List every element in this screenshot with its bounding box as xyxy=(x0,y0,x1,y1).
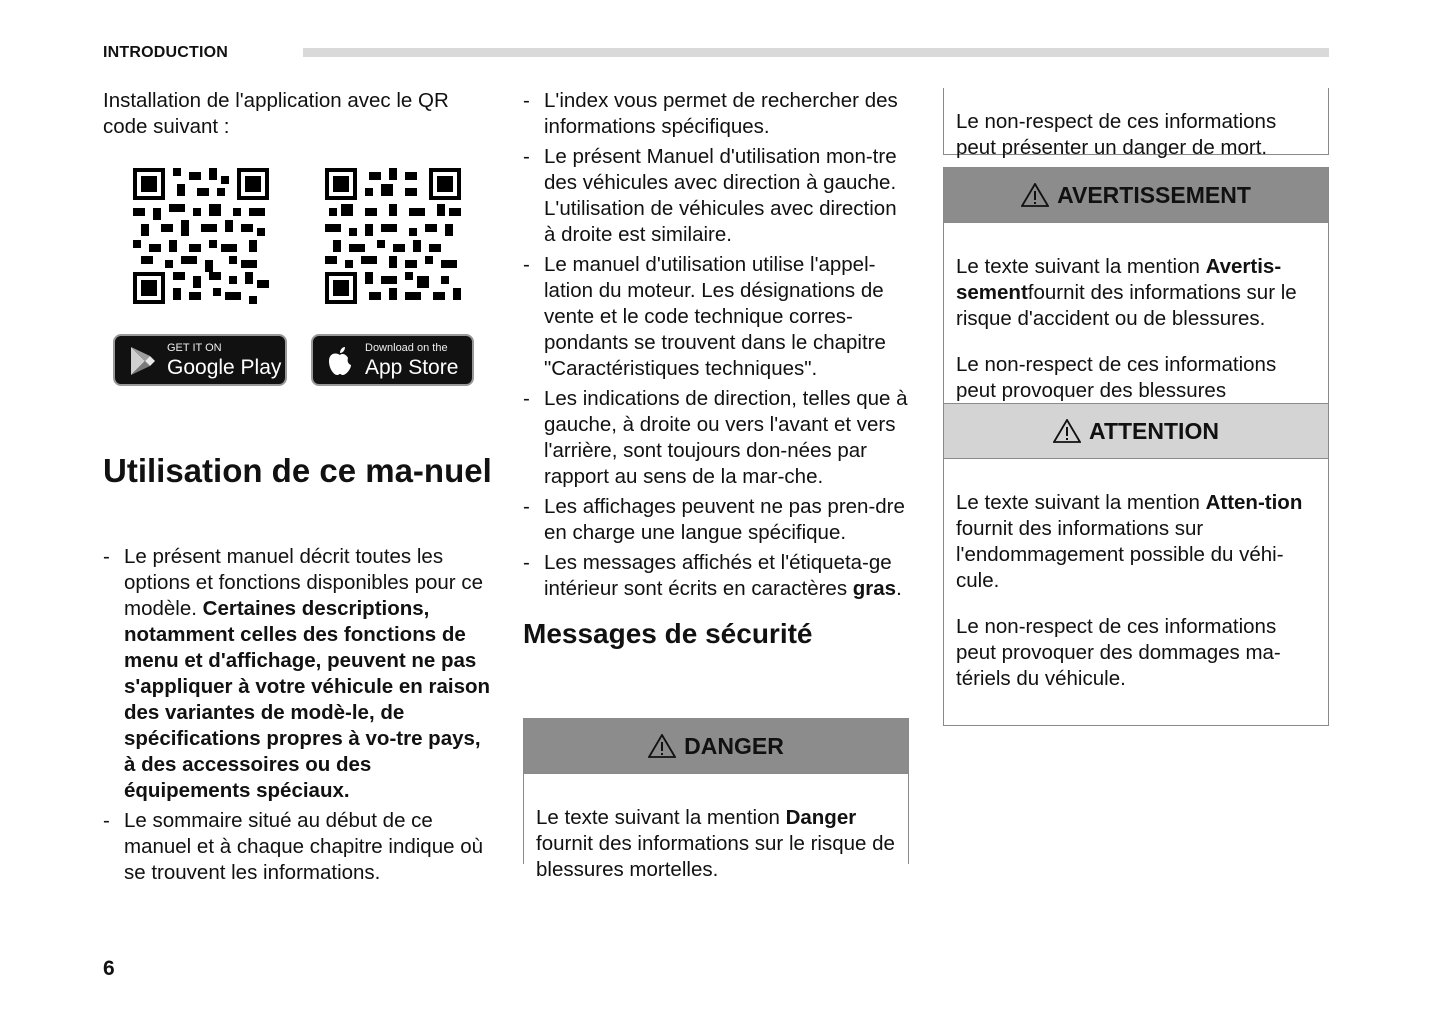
danger-body xyxy=(524,774,908,915)
attention-body xyxy=(944,459,1328,725)
section-header: INTRODUCTION xyxy=(103,44,229,61)
warning-triangle-icon xyxy=(1053,419,1081,443)
list-item-text: Les messages affichés et l'étiqueta-ge intérieur sont écrits en caractères xyxy=(544,551,892,600)
warning-title: AVERTISSEMENT xyxy=(1057,182,1251,208)
section-title-usage: Utilisation de ce ma-nuel xyxy=(103,452,492,489)
section-title-safety: Messages de sécurité xyxy=(523,618,813,649)
page-number: 6 xyxy=(103,957,115,980)
list-item: - Le présent Manuel d'utilisation mon-tre des véhicules avec direction à gauche. L'utilisation de véhicules avec direction à droite est similaire. xyxy=(523,144,913,248)
list-item xyxy=(103,808,495,886)
manual-notes-list xyxy=(523,88,913,602)
danger-title: DANGER xyxy=(684,733,784,759)
attention-text xyxy=(956,490,1316,594)
attention-keyword: Atten-tion xyxy=(1205,490,1303,514)
danger-text xyxy=(536,805,896,883)
attention-text-pre: Le texte suivant la mention xyxy=(956,490,1206,514)
danger-text-post: fournit des informations sur le risque de blessures mortelles. xyxy=(536,831,895,881)
attention-box xyxy=(943,403,1329,726)
danger-header xyxy=(524,719,908,774)
list-item xyxy=(523,550,913,602)
warning-triangle-icon xyxy=(648,734,676,758)
app-store-small-text: Download on the xyxy=(365,342,448,354)
list-item-bold: gras xyxy=(852,577,897,600)
warning-text-post: fournit des informations sur le risque d'accident ou de blessures. xyxy=(956,280,1297,330)
google-play-label: Google Play xyxy=(167,356,282,379)
list-item-text: Le présent manuel décrit toutes les options et fonctions disponibles pour ce modèle. xyxy=(124,545,483,620)
qr-codes xyxy=(133,168,463,308)
list-item: - Les affichages peuvent ne pas pren-dre en charge une langue spécifique. xyxy=(523,494,913,546)
qr-code-apple[interactable] xyxy=(325,168,461,304)
warning-keyword: Avertis-sement xyxy=(956,254,1282,304)
list-item: - Le manuel d'utilisation utilise l'appel-lation du moteur. Les désignations de vente et le code technique corres-pondants se trouvent dans le chapitre "Caractéristiques techniques". xyxy=(523,252,913,382)
column-middle xyxy=(523,88,913,664)
danger-text-pre: Le texte suivant la mention xyxy=(536,805,786,829)
list-item: - L'index vous permet de rechercher des informations spécifiques. xyxy=(523,88,913,140)
warning-triangle-icon xyxy=(1021,183,1049,207)
danger-continued-box xyxy=(943,88,1329,159)
attention-text-post: fournit des informations sur l'endommagement possible du véhi-cule. xyxy=(956,516,1284,592)
danger-keyword: Danger xyxy=(785,805,857,829)
danger-box xyxy=(523,718,909,881)
warning-text-2: Le non-respect de ces informations peut provoquer des blessures xyxy=(956,353,1277,402)
danger-continued-body xyxy=(944,109,1328,161)
google-play-small-text: GET IT ON xyxy=(167,342,222,354)
warning-box xyxy=(943,167,1329,438)
google-play-button[interactable] xyxy=(113,334,287,386)
list-item-text: Le sommaire situé au début de ce manuel et à chaque chapitre indique où se trouvent les informations. xyxy=(124,809,484,884)
usage-list xyxy=(103,544,495,890)
attention-text-2: Le non-respect de ces informations peut provoquer des dommages ma-tériels du véhicule. xyxy=(956,615,1281,690)
header-bar xyxy=(303,48,1329,57)
warning-text xyxy=(956,254,1316,332)
qr-code-google[interactable] xyxy=(133,168,269,304)
column-left xyxy=(103,88,495,140)
apple-logo-icon xyxy=(323,344,357,378)
app-store-label: App Store xyxy=(365,356,459,379)
warning-text-pre: Le texte suivant la mention xyxy=(956,254,1206,278)
attention-title: ATTENTION xyxy=(1089,418,1219,444)
list-item: - Les indications de direction, telles que à gauche, à droite ou vers l'avant et vers l'arrière, sont toujours don-nées par rapport au sens de la mar-che. xyxy=(523,386,913,490)
list-item-end: . xyxy=(896,577,902,600)
app-store-button[interactable] xyxy=(311,334,474,386)
qr-intro-text: Installation de l'application avec le QR code suivant : xyxy=(103,89,449,138)
warning-header xyxy=(944,168,1328,223)
attention-header xyxy=(944,404,1328,459)
list-item-bold: Certaines descriptions, notamment celles des fonctions de menu et d'affichage, peuvent ne pas s'appliquer à votre véhicule en raison des variantes de modè-le, de spécifications propres à vo-tre pays, à des accessoires ou des équipements spéciaux. xyxy=(124,597,491,802)
danger-continued-text: Le non-respect de ces informations peut présenter un danger de mort. xyxy=(956,109,1277,159)
list-item xyxy=(103,544,495,804)
google-play-icon xyxy=(125,344,159,378)
